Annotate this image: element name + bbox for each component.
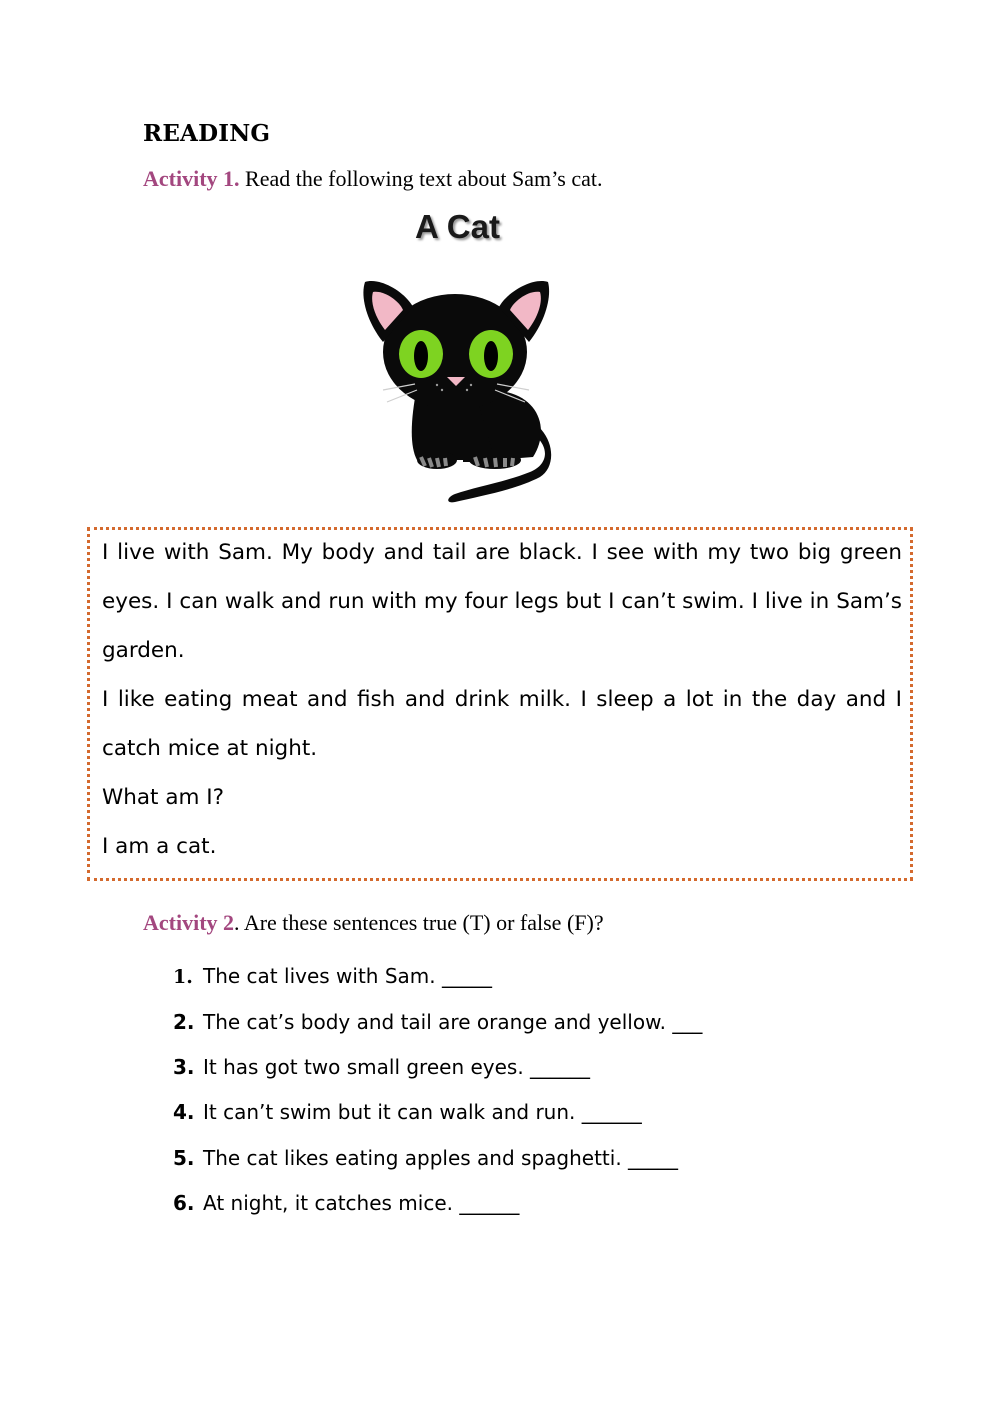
activity-2-label: Activity 2 xyxy=(143,910,235,935)
reading-heading: READING xyxy=(143,120,271,147)
black-cat-illustration xyxy=(355,272,560,504)
activity-1-label: Activity 1. xyxy=(143,166,240,191)
activity-2-instruction xyxy=(143,910,604,936)
story-line-7: I am a cat. xyxy=(102,834,217,859)
story-line-5: catch mice at night. xyxy=(102,736,318,761)
question-number: 1. xyxy=(173,966,193,988)
question-5 xyxy=(173,1146,678,1170)
question-text: The cat’s body and tail are orange and yellow. ___ xyxy=(203,1010,703,1034)
question-1 xyxy=(173,964,492,988)
question-text: The cat lives with Sam. _____ xyxy=(203,964,492,988)
question-6 xyxy=(173,1191,519,1215)
question-text: At night, it catches mice. ______ xyxy=(203,1191,520,1215)
story-line-2: eyes. I can walk and run with my four legs but I can’t swim. I live in Sam’s xyxy=(102,589,902,614)
question-number: 2. xyxy=(173,1010,195,1034)
question-number: 6. xyxy=(173,1191,195,1215)
question-text: The cat likes eating apples and spaghetti. _____ xyxy=(203,1146,679,1170)
story-line-1: I live with Sam. My body and tail are black. I see with my two big green xyxy=(102,540,902,565)
question-number: 4. xyxy=(173,1100,195,1124)
question-4 xyxy=(173,1100,642,1124)
activity-1-text: Read the following text about Sam’s cat. xyxy=(239,166,603,191)
story-line-4: I like eating meat and fish and drink milk. I sleep a lot in the day and I xyxy=(102,687,902,712)
question-2 xyxy=(173,1010,702,1034)
question-text: It has got two small green eyes. ______ xyxy=(203,1055,591,1079)
activity-2-text: . Are these sentences true (T) or false (F)? xyxy=(234,910,604,935)
question-3 xyxy=(173,1055,590,1079)
story-line-3: garden. xyxy=(102,638,185,663)
story-title: A Cat xyxy=(415,208,500,245)
question-text: It can’t swim but it can walk and run. ______ xyxy=(203,1100,642,1124)
story-line-6: What am I? xyxy=(102,785,225,810)
question-number: 3. xyxy=(173,1055,195,1079)
activity-1-instruction xyxy=(143,166,602,192)
question-number: 5. xyxy=(173,1146,195,1170)
